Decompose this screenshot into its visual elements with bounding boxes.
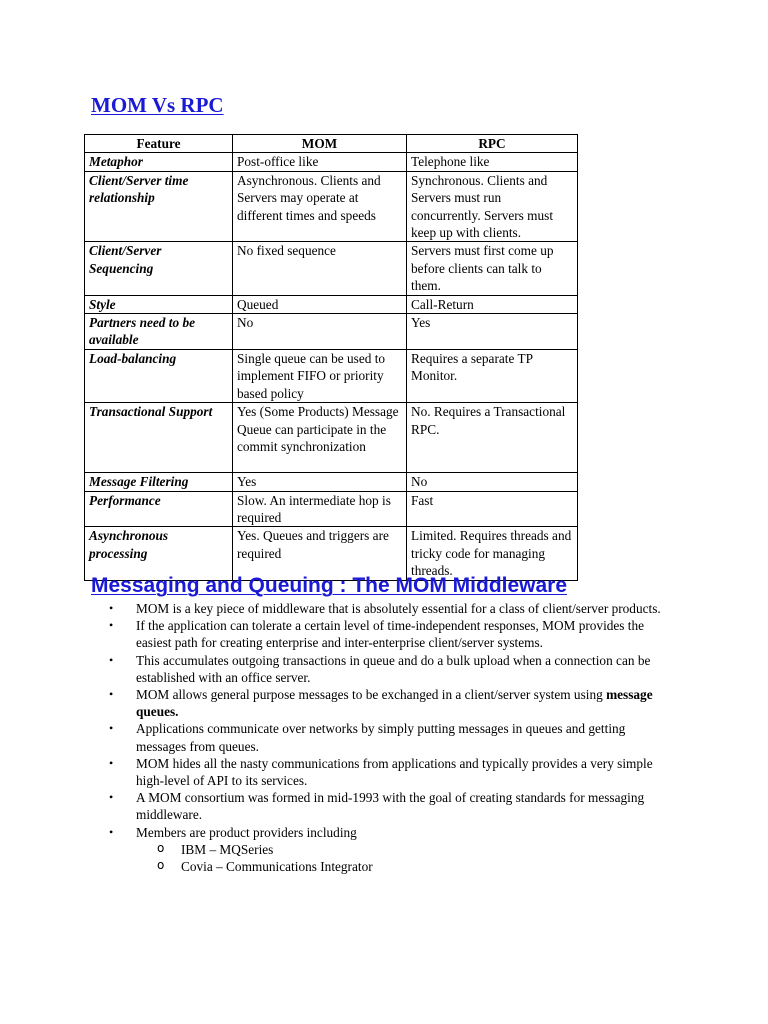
table-row xyxy=(85,349,578,402)
list-item xyxy=(107,686,677,720)
feature-cell: Metaphor xyxy=(85,153,233,171)
mom-cell: Slow. An intermediate hop is required xyxy=(233,491,407,527)
mom-cell: Yes (Some Products) Message Queue can participate in the commit synchronization xyxy=(233,403,407,473)
bullet-icon: • xyxy=(109,618,114,633)
table-row xyxy=(85,153,578,171)
table-header-row xyxy=(85,135,578,153)
rpc-cell: Limited. Requires threads and tricky code for managing threads. xyxy=(407,527,578,580)
column-header-mom: MOM xyxy=(233,135,407,153)
feature-cell: Performance xyxy=(85,491,233,527)
feature-cell: Partners need to be available xyxy=(85,314,233,350)
sub-list-item xyxy=(107,858,677,875)
list-item xyxy=(107,755,677,789)
list-item xyxy=(107,652,677,686)
mom-cell: Asynchronous. Clients and Servers may operate at different times and speeds xyxy=(233,171,407,242)
bullet-text: MOM allows general purpose messages to be exchanged in a client/server system using xyxy=(136,687,603,703)
bullet-text: This accumulates outgoing transactions in queue and do a bulk upload when a connection can be established with an office server. xyxy=(136,652,651,685)
mom-cell: Yes. Queues and triggers are required xyxy=(233,527,407,580)
bullet-bold-text: message queues. xyxy=(136,687,653,720)
list-item xyxy=(107,824,677,876)
mom-cell: No fixed sequence xyxy=(233,242,407,295)
bullet-list xyxy=(107,600,677,875)
bullet-text: MOM hides all the nasty communications from applications and typically provides a very simple high-level of API to its services. xyxy=(136,755,653,789)
rpc-cell: Call-Return xyxy=(407,295,578,313)
bullet-icon: • xyxy=(109,687,114,702)
page-title: MOM Vs RPC xyxy=(91,93,224,117)
bullet-icon: • xyxy=(109,652,114,667)
bullet-icon: • xyxy=(109,790,114,805)
table-row xyxy=(85,403,578,473)
feature-cell: Client/Server time relationship xyxy=(85,171,233,242)
column-header-rpc: RPC xyxy=(407,135,578,153)
feature-cell: Load-balancing xyxy=(85,349,233,402)
feature-cell: Style xyxy=(85,295,233,313)
mom-cell: No xyxy=(233,314,407,350)
mom-cell: Post-office like xyxy=(233,153,407,171)
rpc-cell: Servers must first come up before clients can talk to them. xyxy=(407,242,578,295)
list-item xyxy=(107,600,677,617)
bullet-text: If the application can tolerate a certain level of time-independent responses, MOM provides the easiest path for creating enterprise and inter-enterprise client/server systems. xyxy=(136,618,645,651)
section-title: Messaging and Queuing : The MOM Middleware xyxy=(91,574,568,597)
bullet-icon: • xyxy=(109,755,114,770)
sub-bullet-icon: o xyxy=(157,858,165,873)
sub-bullet-icon: o xyxy=(157,840,165,855)
rpc-cell: Fast xyxy=(407,491,578,527)
table-row xyxy=(85,295,578,313)
rpc-cell: Yes xyxy=(407,314,578,350)
rpc-cell: No. Requires a Transactional RPC. xyxy=(407,403,578,473)
rpc-cell: Telephone like xyxy=(407,153,578,171)
table-row xyxy=(85,314,578,350)
mom-cell: Single queue can be used to implement FIFO or priority based policy xyxy=(233,349,407,402)
bullet-icon: • xyxy=(109,601,114,615)
list-item xyxy=(107,617,677,651)
table-row xyxy=(85,171,578,242)
sub-bullet-list xyxy=(107,841,677,875)
comparison-table xyxy=(84,134,578,581)
rpc-cell: Synchronous. Clients and Servers must run concurrently. Servers must keep up with clients. xyxy=(407,171,578,242)
bullet-text: MOM is a key piece of middleware that is absolutely essential for a class of client/server products. xyxy=(136,601,661,616)
table-row xyxy=(85,491,578,527)
sub-bullet-text: Covia – Communications Integrator xyxy=(181,859,373,875)
bullet-text: A MOM consortium was formed in mid-1993 with the goal of creating standards for messaging middleware. xyxy=(136,790,645,823)
mom-cell: Queued xyxy=(233,295,407,313)
bullet-text: Applications communicate over networks by simply putting messages in queues and getting messages from queues. xyxy=(136,721,626,754)
rpc-cell: Requires a separate TP Monitor. xyxy=(407,349,578,402)
sub-bullet-text: IBM – MQSeries xyxy=(181,841,274,857)
table-row xyxy=(85,473,578,491)
rpc-cell: No xyxy=(407,473,578,491)
bullet-text: Members are product providers including xyxy=(136,824,357,840)
feature-cell: Transactional Support xyxy=(85,403,233,473)
table-row xyxy=(85,242,578,295)
column-header-feature: Feature xyxy=(85,135,233,153)
feature-cell: Message Filtering xyxy=(85,473,233,491)
bullet-icon: • xyxy=(109,721,114,736)
feature-cell: Asynchronous processing xyxy=(85,527,233,580)
sub-list-item xyxy=(107,841,677,858)
bullet-icon: • xyxy=(109,824,114,839)
mom-cell: Yes xyxy=(233,473,407,491)
list-item xyxy=(107,720,677,754)
feature-cell: Client/Server Sequencing xyxy=(85,242,233,295)
list-item xyxy=(107,789,677,823)
